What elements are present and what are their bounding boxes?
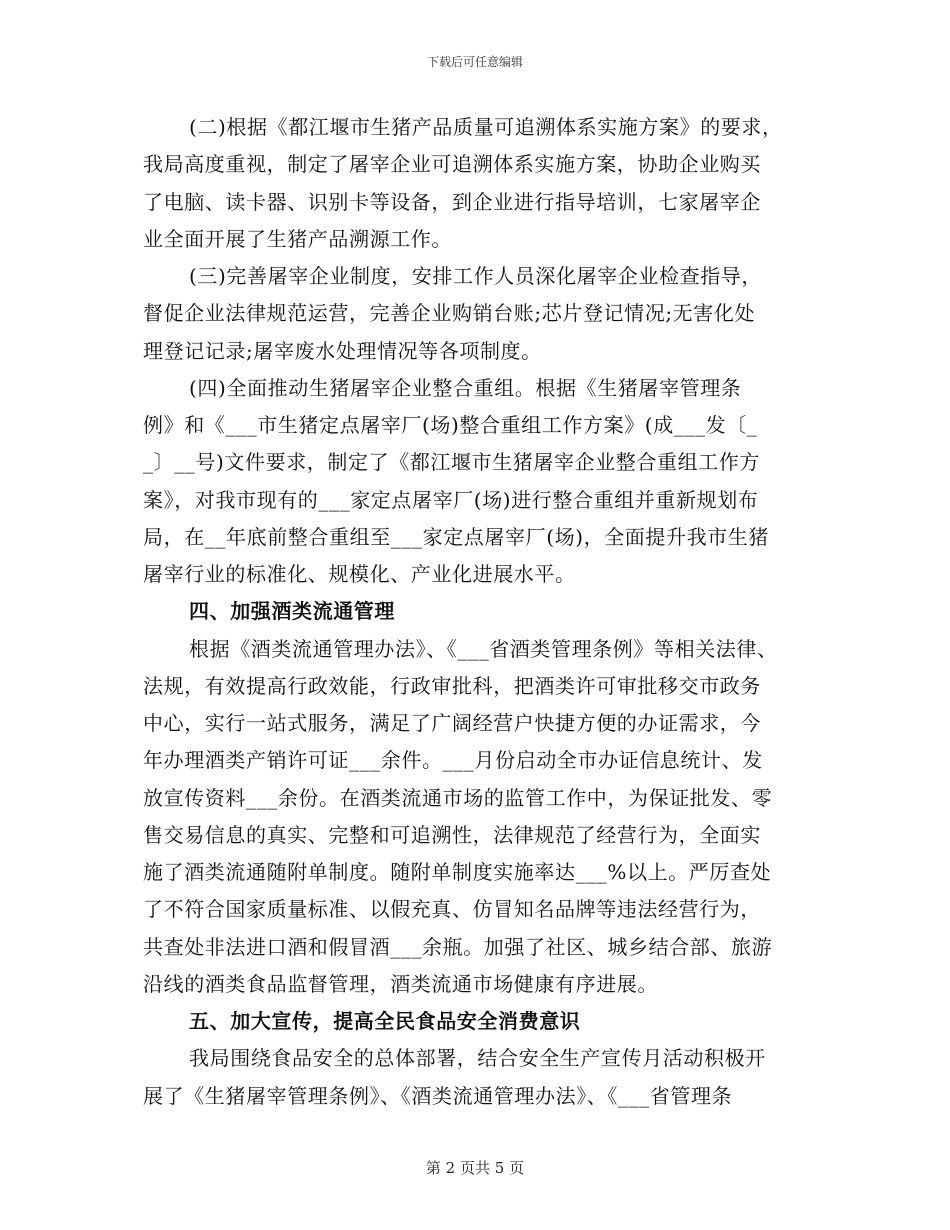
text-line: (四)全面推动生猪屠宰企业整合重组。根据《生猪屠宰管理条 [189,375,742,400]
page-footer: 第 2 页共 5 页 [425,1159,525,1177]
text-line: 共查处非法进口酒和假冒酒___余瓶。加强了社区、城乡结合部、旅游 [143,934,773,959]
text-line: 沿线的酒类食品监督管理，酒类流通市场健康有序进展。 [143,971,658,996]
text-line: 展了《生猪屠宰管理条例》、《酒类流通管理办法》、《___省管理条 [143,1083,733,1108]
text-line: 法规，有效提高行政效能，行政审批科，把酒类许可审批移交市政务 [143,673,761,698]
section-heading: 五、加大宣传，提高全民食品安全消费意识 [189,1009,581,1033]
document-body [143,109,823,1115]
page-header: 下载后可任意编辑 [426,55,523,69]
text-line: 了电脑、读卡器、识别卡等设备，到企业进行指导培训，七家屠宰企 [143,189,761,214]
text-line: 业全面开展了生猪产品溯源工作。 [143,226,452,251]
text-line: 年办理酒类产销许可证___余件。___月份启动全市办证信息统计、发 [143,748,763,773]
text-line: 根据《酒类流通管理办法》、《___省酒类管理条例》等相关法律、 [189,636,778,661]
section-heading: 四、加强酒类流通管理 [189,599,395,624]
text-line: 屠宰行业的标准化、规模化、产业化进展水平。 [143,562,576,586]
text-line: (二)根据《都江堰市生猪产品质量可追溯体系实施方案》的要求， [189,115,783,139]
text-line: 例》和《___市生猪定点屠宰厂(场)整合重组工作方案》(成___发〔_ [143,413,758,437]
text-line: _〕__号)文件要求，制定了《都江堰市生猪屠宰企业整合重组工作方 [143,450,761,475]
text-line: 案》，对我市现有的___家定点屠宰厂(场)进行整合重组并重新规划布 [143,487,759,512]
text-line: 售交易信息的真实、完整和可追溯性，法律规范了经营行为，全面实 [143,822,761,847]
text-line: 中心，实行一站式服务，满足了广阔经营户快捷方便的办证需求，今 [143,711,761,735]
text-line: 我局围绕食品安全的总体部署，结合安全生产宣传月活动积极开 [189,1046,766,1071]
text-line: 我局高度重视，制定了屠宰企业可追溯体系实施方案，协助企业购买 [143,152,761,177]
text-line: 局，在__年底前整合重组至___家定点屠宰厂(场)，全面提升我市生猪 [143,524,770,549]
text-line: (三)完善屠宰企业制度，安排工作人员深化屠宰企业检查指导， [189,264,763,288]
text-line: 理登记记录;屠宰废水处理情况等各项制度。 [143,338,542,363]
text-line: 督促企业法律规范运营，完善企业购销台账;芯片登记情况;无害化处 [143,301,756,326]
text-line: 放宣传资料___余份。在酒类流通市场的监管工作中，为保证批发、零 [143,785,773,810]
text-line: 施了酒类流通随附单制度。随附单制度实施率达___%以上。严厉查处 [143,860,772,884]
text-line: 了不符合国家质量标准、以假充真、仿冒知名品牌等违法经营行为， [143,897,761,922]
